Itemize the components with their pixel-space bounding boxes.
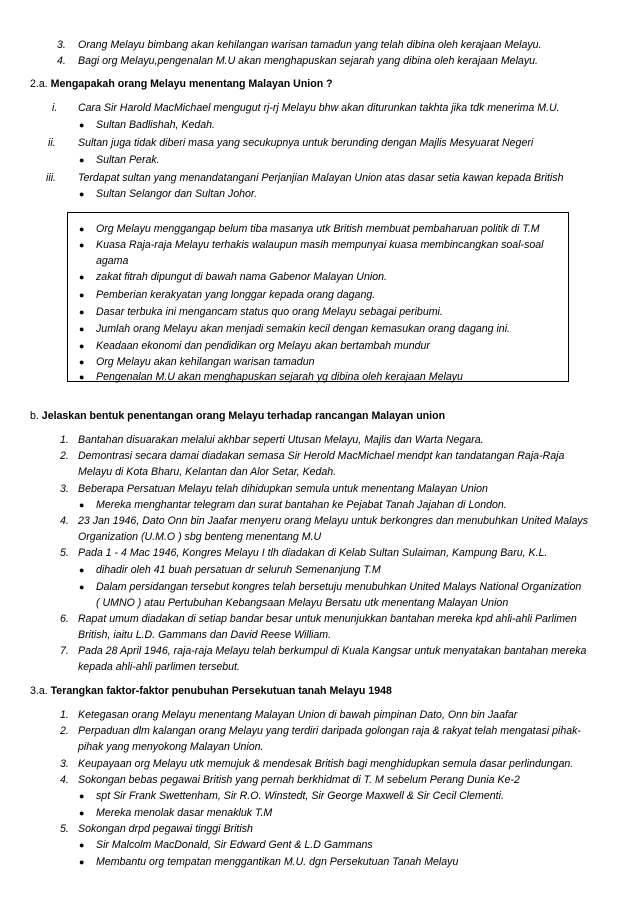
list-number: 6.: [60, 613, 69, 625]
list-subitem: Sultan Perak.: [96, 154, 160, 166]
section-title: Mengapakah orang Melayu menentang Malayan Union ?: [50, 78, 333, 90]
list-item-continuation: pihak yang menyokong Malayan Union.: [78, 741, 264, 753]
box-item: Dasar terbuka ini mengancam status quo orang Melayu sebagai peribumi.: [96, 306, 443, 318]
bullet-icon: ●: [79, 120, 85, 130]
box-item-continuation: agama: [96, 255, 129, 267]
list-number: 1.: [60, 709, 69, 721]
box-item: Kuasa Raja-raja Melayu terhakis walaupun masih mempunyai kuasa membincangkan soal-soal: [96, 239, 544, 251]
bullet-icon: ●: [79, 565, 85, 575]
list-item: 23 Jan 1946, Dato Onn bin Jaafar menyeru orang Melayu untuk berkongres dan menubuhkan United Malays: [78, 515, 588, 527]
bullet-icon: ●: [79, 857, 85, 867]
list-subitem-continuation: ( UMNO ) atau Pertubuhan Kebangsaan Melayu Bersatu utk menentang Malayan Union: [96, 597, 509, 609]
list-subitem: Sultan Badlishah, Kedah.: [96, 119, 215, 131]
bullet-icon: ●: [79, 290, 85, 300]
list-number: 5.: [60, 823, 69, 835]
bullet-icon: ●: [79, 808, 85, 818]
box-item: Keadaan ekonomi dan pendidikan org Melayu akan bertambah mundur: [96, 340, 430, 352]
section-number: 2.a.: [30, 78, 48, 90]
list-item-continuation: Melayu di Kota Bharu, Kelantan dan Alor Setar, Kedah.: [78, 466, 337, 478]
list-subitem: Mereka menolak dasar menakluk T.M: [96, 807, 273, 819]
list-subitem: spt Sir Frank Swettenham, Sir R.O. Winstedt, Sir George Maxwell & Sir Cecil Clementi.: [96, 790, 504, 802]
box-item: Org Melayu akan kehilangan warisan tamadun: [96, 356, 315, 368]
box-item: Jumlah orang Melayu akan menjadi semakin kecil dengan kemasukan orang dagang ini.: [96, 323, 510, 335]
roman-number: i.: [52, 102, 58, 114]
bullet-icon: ●: [79, 240, 85, 250]
bullet-icon: ●: [79, 357, 85, 367]
section-heading: [30, 409, 445, 423]
section-title: Terangkan faktor-faktor penubuhan Persekutuan tanah Melayu 1948: [50, 685, 392, 697]
list-item: Terdapat sultan yang menandatangani Perjanjian Malayan Union atas dasar setia kawan kepada British: [78, 172, 564, 184]
box-item: Pemberian kerakyatan yang longgar kepada orang dagang.: [96, 289, 376, 301]
list-subitem: dihadir oleh 41 buah persatuan dr seluruh Semenanjung T.M: [96, 564, 381, 576]
list-number: 3.: [57, 39, 66, 51]
list-number: 3.: [60, 758, 69, 770]
list-item-continuation: British, iaitu L.D. Gammans dan David Reese William.: [78, 629, 332, 641]
bullet-icon: ●: [79, 840, 85, 850]
list-subitem: Membantu org tempatan menggantikan M.U. dgn Persekutuan Tanah Melayu: [96, 856, 459, 868]
list-item: Rapat umum diadakan di setiap bandar besar untuk menunjukkan bantahan mereka kpd ahli-ahli Parlimen: [78, 613, 577, 625]
bullet-icon: ●: [79, 500, 85, 510]
list-item: Pada 1 - 4 Mac 1946, Kongres Melayu I tlh diadakan di Kelab Sultan Sulaiman, Kampung Baru, K.L.: [78, 547, 548, 559]
list-item: Sokongan drpd pegawai tinggi British: [78, 823, 253, 835]
list-item: Demontrasi secara damai diadakan semasa Sir Herold MacMichael mendpt kan tandatangan Raja-Raja: [78, 450, 565, 462]
bullet-icon: ●: [79, 224, 85, 234]
list-item: Perpaduan dlm kalangan orang Melayu yang terdiri daripada golongan raja & rakyat telah mengatasi pihak-: [78, 725, 581, 737]
bullet-icon: ●: [79, 582, 85, 592]
bullet-icon: ●: [79, 372, 85, 382]
list-number: 4.: [57, 55, 66, 67]
list-item: Sokongan bebas pegawai British yang pernah berkhidmat di T. M sebelum Perang Dunia Ke-2: [78, 774, 520, 786]
list-subitem: Sultan Selangor dan Sultan Johor.: [96, 188, 257, 200]
bullet-icon: ●: [79, 307, 85, 317]
list-item: Beberapa Persatuan Melayu telah dihidupkan semula untuk menentang Malayan Union: [78, 483, 488, 495]
list-number: 7.: [60, 645, 69, 657]
box-item: zakat fitrah dipungut di bawah nama Gabenor Malayan Union.: [96, 271, 387, 283]
roman-number: iii.: [46, 172, 57, 184]
list-subitem: Mereka menghantar telegram dan surat bantahan ke Pejabat Tanah Jajahan di London.: [96, 499, 507, 511]
roman-number: ii.: [48, 137, 56, 149]
list-number: 4.: [60, 774, 69, 786]
section-number: b.: [30, 410, 39, 422]
list-item: Sultan juga tidak diberi masa yang secukupnya untuk berunding dengan Majlis Mesyuarat Negeri: [78, 137, 534, 149]
bullet-icon: ●: [79, 324, 85, 334]
section-heading: [30, 77, 333, 91]
list-number: 5.: [60, 547, 69, 559]
bullet-icon: ●: [79, 272, 85, 282]
bullet-icon: ●: [79, 341, 85, 351]
section-heading: [30, 684, 392, 698]
list-number: 2.: [60, 725, 69, 737]
list-item: Bagi org Melayu,pengenalan M.U akan menghapuskan sejarah yang dibina oleh kerajaan Melayu.: [78, 55, 538, 67]
list-number: 3.: [60, 483, 69, 495]
section-number: 3.a.: [30, 685, 48, 697]
box-item: Org Melayu menggangap belum tiba masanya utk British membuat pembaharuan politik di T.M: [96, 223, 540, 235]
list-item: Orang Melayu bimbang akan kehilangan warisan tamadun yang telah dibina oleh kerajaan Melayu.: [78, 39, 542, 51]
list-item: Ketegasan orang Melayu menentang Malayan Union di bawah pimpinan Dato, Onn bin Jaafar: [78, 709, 518, 721]
box-item: Pengenalan M.U akan menghapuskan sejarah yg dibina oleh kerajaan Melayu: [96, 371, 463, 383]
list-item: Bantahan disuarakan melalui akhbar seperti Utusan Melayu, Majlis dan Warta Negara.: [78, 434, 484, 446]
list-number: 1.: [60, 434, 69, 446]
section-title: Jelaskan bentuk penentangan orang Melayu terhadap rancangan Malayan union: [41, 410, 446, 422]
bullet-icon: ●: [79, 155, 85, 165]
list-subitem: Sir Malcolm MacDonald, Sir Edward Gent & L.D Gammans: [96, 839, 373, 851]
list-number: 2.: [60, 450, 69, 462]
list-item: Cara Sir Harold MacMichael mengugut rj-rj Melayu bhw akan diturunkan takhta jika tdk menerima M.U.: [78, 102, 560, 114]
bullet-icon: ●: [79, 791, 85, 801]
list-item: Pada 28 April 1946, raja-raja Melayu telah berkumpul di Kuala Kangsar untuk menyatakan bantahan mereka: [78, 645, 587, 657]
list-item-continuation: kepada ahli-ahli parlimen tersebut.: [78, 661, 240, 673]
list-subitem: Dalam persidangan tersebut kongres telah bersetuju menubuhkan United Malays National Organization: [96, 581, 582, 593]
bullet-icon: ●: [79, 189, 85, 199]
list-number: 4.: [60, 515, 69, 527]
list-item: Keupayaan org Melayu utk memujuk & mendesak British bagi menghidupkan semula dasar perlindungan.: [78, 758, 574, 770]
list-item-continuation: Organization (U.M.O ) sbg benteng menentang M.U: [78, 531, 322, 543]
